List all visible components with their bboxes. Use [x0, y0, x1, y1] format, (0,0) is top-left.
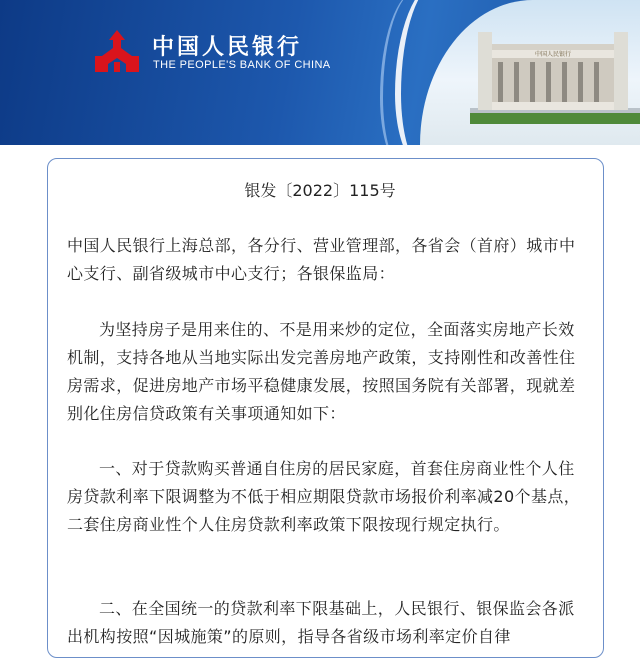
banner-decorative-curve-white	[395, 0, 471, 145]
document-paragraph-2: 二、在全国统一的贷款利率下限基础上，人民银行、银保监会各派出机构按照“因城施策”的原则，指导各省级市场利率定价自律	[67, 599, 575, 646]
bank-name-english: THE PEOPLE'S BANK OF CHINA	[153, 59, 331, 71]
header-banner	[0, 0, 640, 145]
document-paragraph-1: 一、对于贷款购买普通自住房的居民家庭，首套住房商业性个人住房贷款利率下限调整为不低于相应期限贷款市场报价利率减20个基点，二套住房商业性个人住房贷款利率政策下限按现行规定执行。	[67, 459, 581, 534]
bank-building-image	[470, 24, 640, 124]
document-addressee: 中国人民银行上海总部，各分行、营业管理部，各省会（首府）城市中心支行、副省级城市中心支行；各银保监局：	[67, 236, 576, 283]
bank-name-chinese: 中国人民银行	[152, 34, 303, 60]
pboc-logo-icon	[92, 28, 142, 74]
building-sign-text: 中国人民银行	[534, 51, 572, 58]
document-paragraph-intro: 为坚持房子是用来住的、不是用来炒的定位，全面落实房地产长效机制，支持各地从当地实际出发完善房地产政策，支持刚性和改善性住房需求，促进房地产市场平稳健康发展，按照国务院有关部署，现就差别化住房信贷政策有关事项通知如下：	[67, 320, 576, 423]
document-number: 银发〔2022〕115号	[244, 181, 396, 200]
